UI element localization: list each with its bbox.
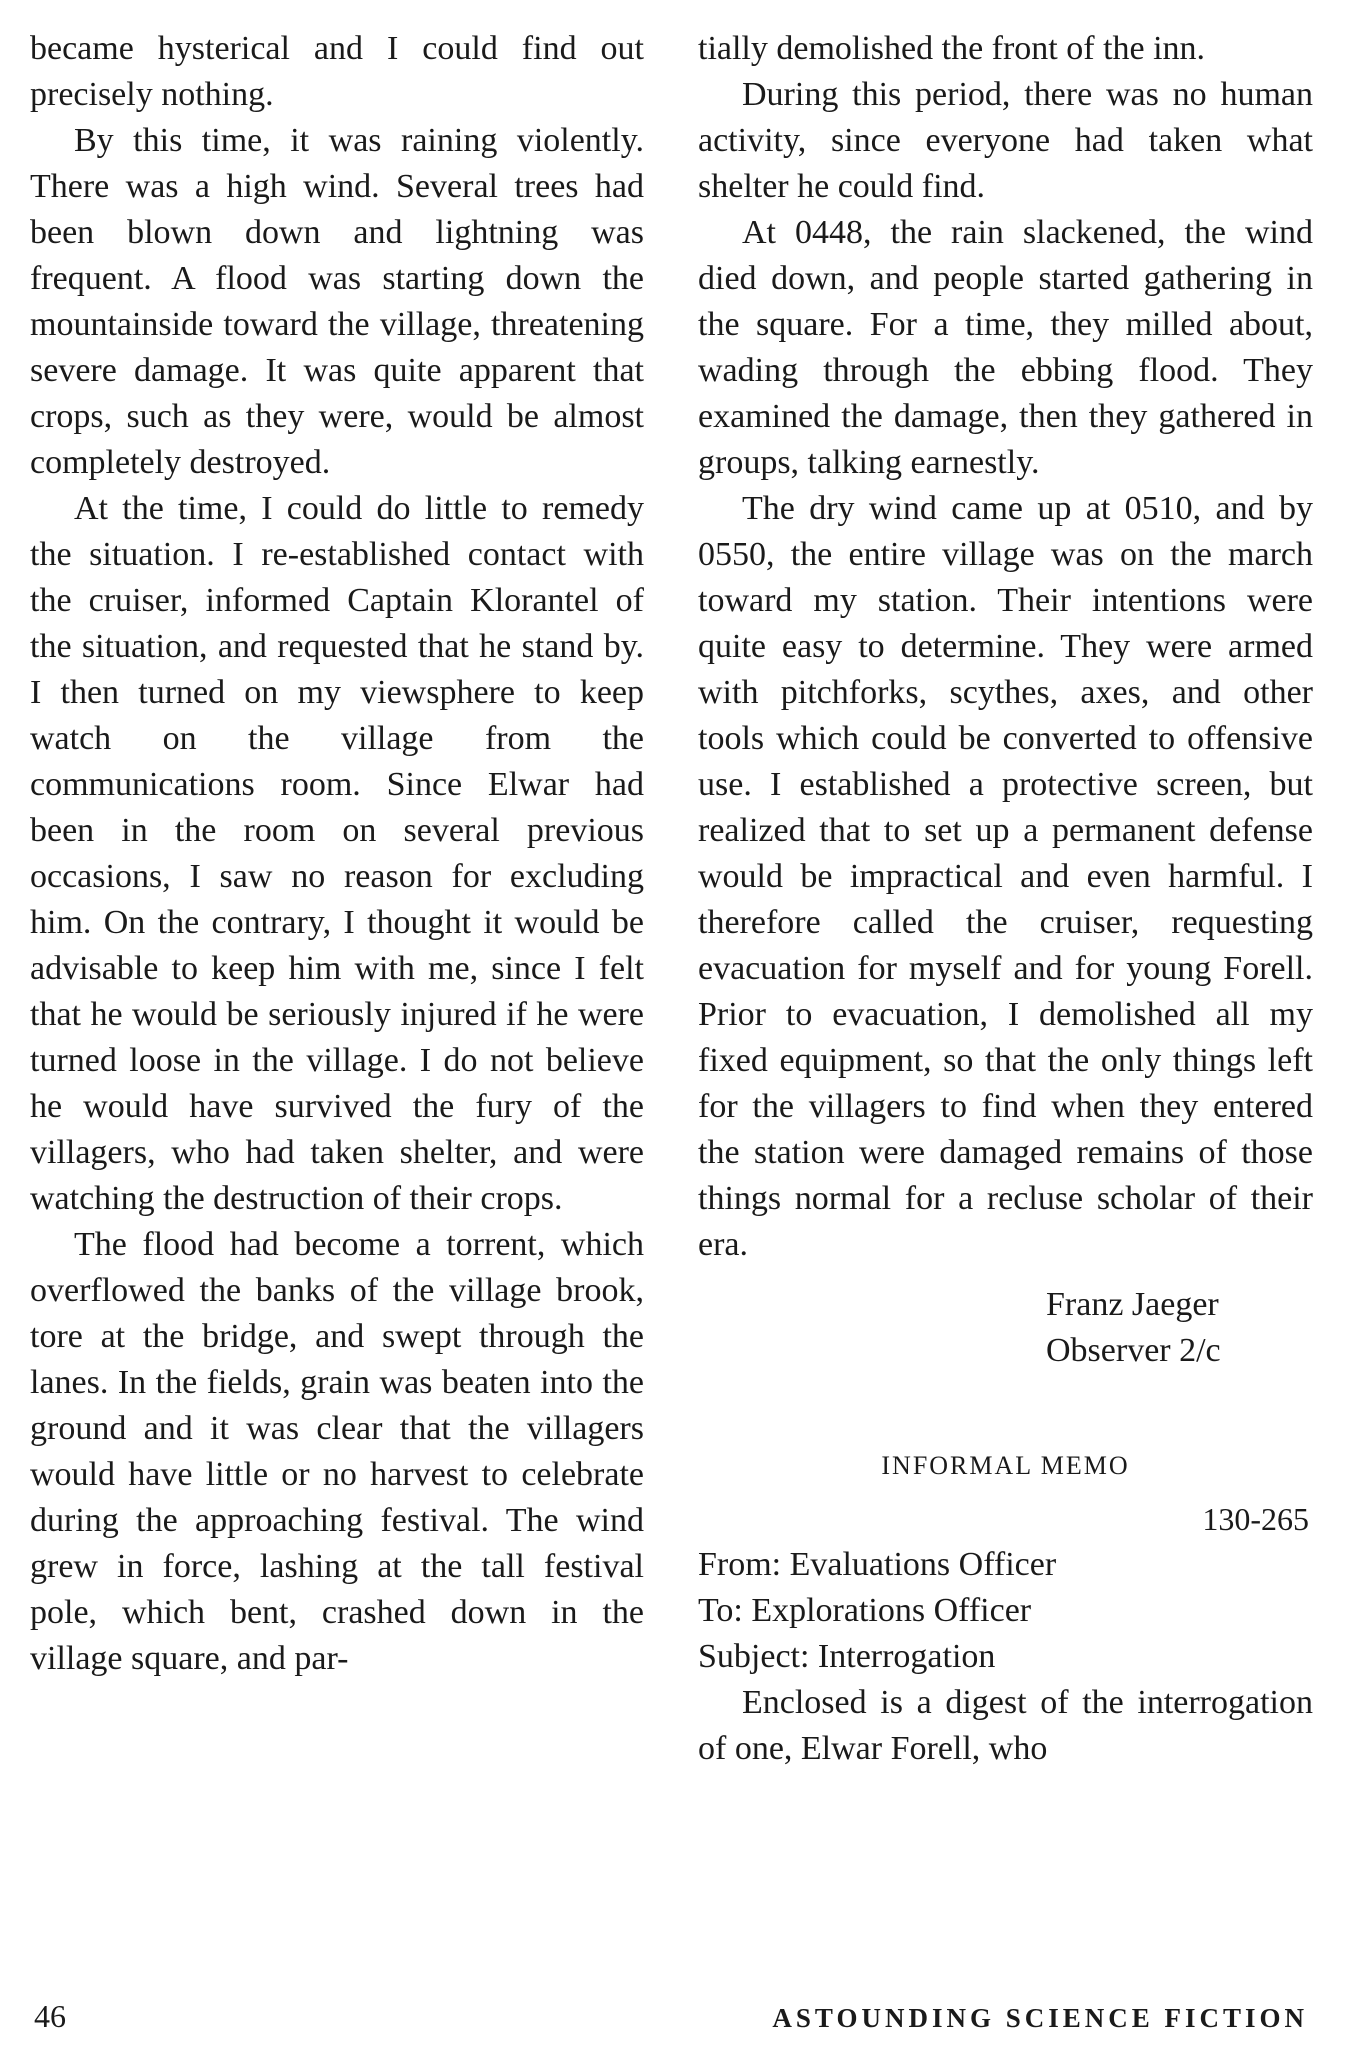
paragraph: tially demolished the front of the inn. xyxy=(698,30,1206,67)
magazine-title: ASTOUNDING SCIENCE FICTION xyxy=(772,2003,1308,2033)
paragraph: The dry wind came up at 0510, and by 0550, the entire village was on the march toward my station. Their intentions were quite easy to determine. They were armed with pitchforks, scythes, axes, and other tools which could be converted to offensive use. I established a protective screen, but realized that to set up a permanent defense would be impractical and even harmful. I therefore called the cruiser, requesting evacuation for myself and for young Forell. Prior to evacuation, I demolished all my fixed equipment, so that the only things left for the villagers to find when they entered the station were damaged remains of those things normal for a recluse scholar of their era. xyxy=(698,490,1313,1263)
memo-number: 130-265 xyxy=(1202,1501,1309,1537)
memo-subject: Subject: Interrogation xyxy=(698,1638,996,1675)
paragraph: At 0448, the rain slackened, the wind died down, and people started gathering in the square. For a time, they milled about, wading through the ebbing flood. They examined the damage, then they gathered in groups, talking earnestly. xyxy=(698,214,1313,481)
left-column xyxy=(30,26,644,1682)
signature-name: Franz Jaeger xyxy=(1046,1286,1219,1323)
memo-to: To: Explorations Officer xyxy=(698,1592,1032,1629)
paragraph: The flood had become a torrent, which overflowed the banks of the village brook, tore at the bridge, and swept through the lanes. In the fields, grain was beaten into the ground and it was clear that the villagers would have little or no harvest to celebrate during the approaching festival. The wind grew in force, lashing at the tall festival pole, which bent, crashed down in the village square, and par- xyxy=(30,1226,644,1677)
memo-title: INFORMAL MEMO xyxy=(881,1451,1130,1480)
signature-title: Observer 2/c xyxy=(1046,1332,1221,1369)
memo-body: Enclosed is a digest of the interrogation of one, Elwar Forell, who xyxy=(698,1684,1313,1767)
paragraph: During this period, there was no human activity, since everyone had taken what shelter he could find. xyxy=(698,76,1313,205)
paragraph: became hysterical and I could find out precisely nothing. xyxy=(30,30,644,113)
memo-from: From: Evaluations Officer xyxy=(698,1546,1057,1583)
signature-block xyxy=(698,1282,1313,1374)
right-column xyxy=(698,26,1313,1772)
paragraph: By this time, it was raining violently. There was a high wind. Several trees had been blown down and lightning was frequent. A flood was starting down the mountainside toward the village, threatening severe damage. It was quite apparent that crops, such as they were, would be almost completely destroyed. xyxy=(30,122,644,481)
page-number: 46 xyxy=(34,1998,66,2034)
paragraph: At the time, I could do little to remedy the situation. I re-established contact with the cruiser, informed Captain Klorantel of the situation, and requested that he stand by. I then turned on my viewsphere to keep watch on the village from the communications room. Since Elwar had been in the room on several previous occasions, I saw no reason for excluding him. On the contrary, I thought it would be advisable to keep him with me, since I felt that he would be seriously injured if he were turned loose in the village. I do not believe he would have survived the fury of the villagers, who had taken shelter, and were watching the destruction of their crops. xyxy=(30,490,644,1217)
